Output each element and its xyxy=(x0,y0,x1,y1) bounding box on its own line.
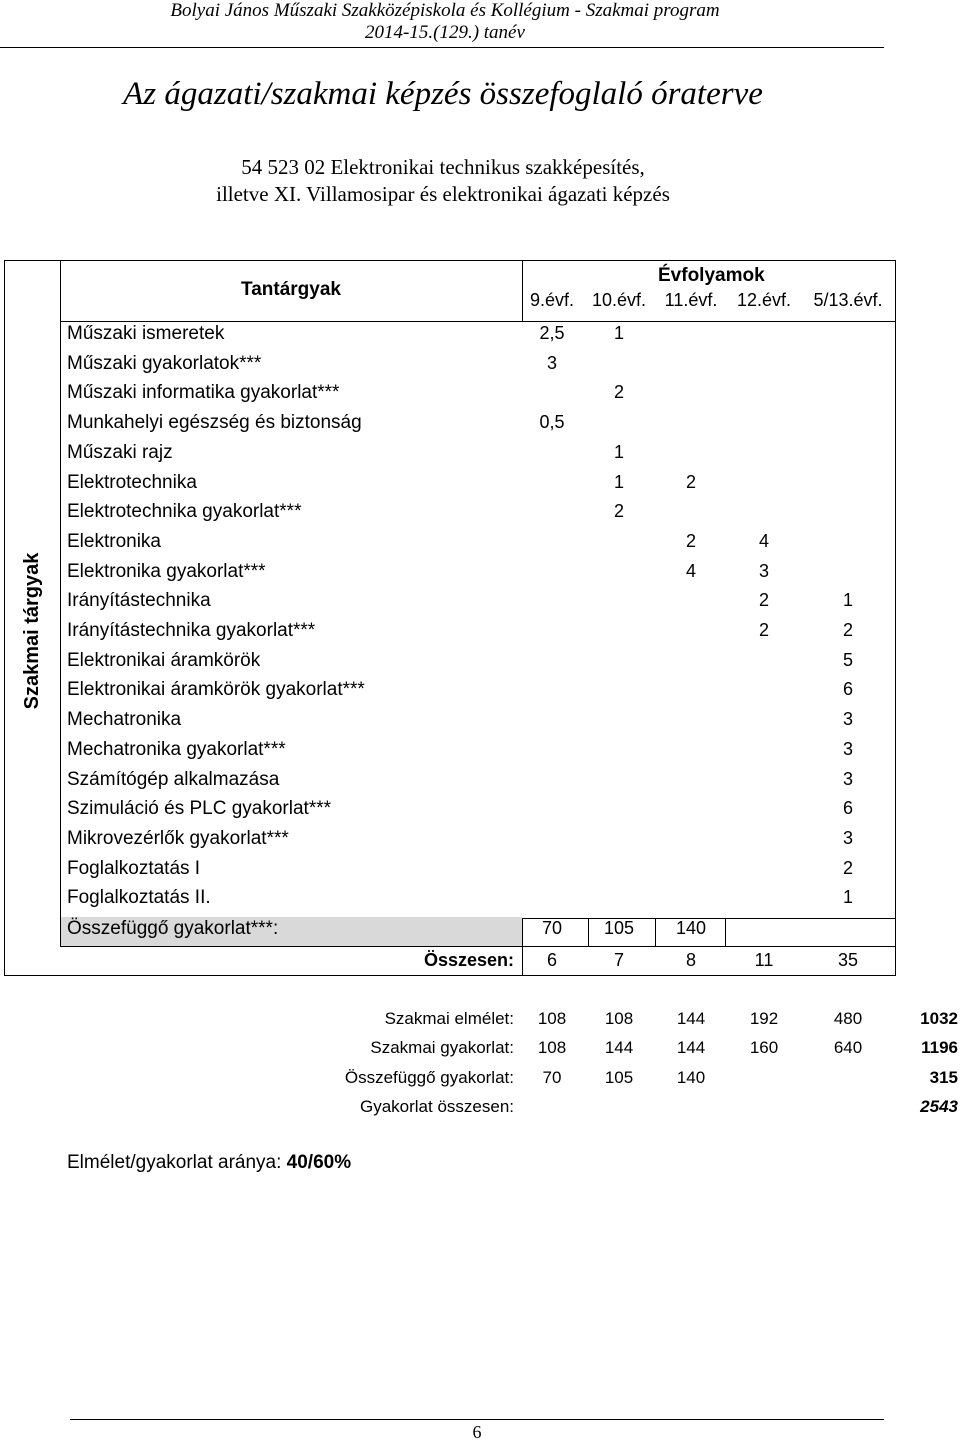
hours-cell: 1 xyxy=(613,471,624,492)
hours-cell: 2 xyxy=(842,857,853,878)
hours-cell: 2 xyxy=(685,471,696,492)
summer-practice-cell: 140 xyxy=(675,918,707,938)
grid-line xyxy=(4,260,896,261)
total-cell: 7 xyxy=(613,950,624,970)
hours-cell: 4 xyxy=(685,560,696,581)
hours-cell: 2 xyxy=(758,620,769,640)
total-cell: 35 xyxy=(837,950,859,970)
grid-line xyxy=(4,975,896,976)
hours-cell: 3 xyxy=(842,738,853,759)
hours-cell: 1 xyxy=(842,887,853,908)
ratio-label: Elmélet/gyakorlat aránya: xyxy=(67,1152,287,1173)
summary-value: 144 xyxy=(676,1009,706,1028)
hours-cell: 3 xyxy=(842,827,853,848)
summer-practice-cell: 105 xyxy=(603,918,635,938)
hours-cell: 2 xyxy=(758,590,769,611)
summary-value: 105 xyxy=(604,1067,634,1087)
hours-cell: 0,5 xyxy=(539,412,565,433)
summary-value: 192 xyxy=(749,1009,779,1028)
subject-name: Mikrovezérlők gyakorlat*** xyxy=(67,827,289,849)
summer-practice-label: Összefüggő gyakorlat***: xyxy=(67,918,279,939)
hours-cell: 2 xyxy=(613,382,624,403)
year-column-header: 5/13.évf. xyxy=(813,290,883,310)
subject-name: Foglalkoztatás II. xyxy=(67,887,211,909)
summary-value: 140 xyxy=(676,1067,706,1087)
subjects-header: Tantárgyak xyxy=(241,279,341,300)
subject-name: Mechatronika gyakorlat*** xyxy=(67,738,286,760)
summary-value: 144 xyxy=(604,1038,634,1058)
total-label: Összesen: xyxy=(423,950,514,970)
subject-name: Műszaki informatika gyakorlat*** xyxy=(67,382,340,404)
hours-cell: 6 xyxy=(842,798,853,819)
summary-value: 480 xyxy=(833,1009,863,1028)
grid-line xyxy=(725,918,726,947)
summary-value: 108 xyxy=(604,1009,634,1028)
hours-cell: 6 xyxy=(842,679,853,700)
hours-cell: 4 xyxy=(758,530,769,551)
summary-value: 144 xyxy=(676,1038,706,1058)
total-cell: 11 xyxy=(754,950,774,970)
grid-line xyxy=(60,321,896,322)
subject-name: Elektronikai áramkörök xyxy=(67,649,261,671)
grid-line xyxy=(895,260,896,976)
grid-line xyxy=(60,946,896,947)
ratio-value: 40/60% xyxy=(286,1152,352,1173)
grid-line xyxy=(655,918,656,947)
page-title: Az ágazati/szakmai képzés összefoglaló óraterve xyxy=(123,76,763,112)
year-column-header: 10.évf. xyxy=(591,290,647,310)
hours-cell: 3 xyxy=(842,768,853,789)
hours-cell: 2 xyxy=(685,530,696,551)
summary-value: 70 xyxy=(542,1067,562,1087)
year-column-header: 11.évf. xyxy=(664,290,718,310)
school-year: 2014-15.(129.) tanév xyxy=(365,22,525,43)
subject-name: Szimuláció és PLC gyakorlat*** xyxy=(67,798,332,820)
total-cell: 6 xyxy=(546,950,557,970)
year-column-header: 9.évf. xyxy=(529,290,575,310)
summary-label: Gyakorlat összesen: xyxy=(359,1096,514,1116)
subject-name: Irányítástechnika gyakorlat*** xyxy=(67,620,316,641)
hours-cell: 2 xyxy=(613,501,624,522)
grid-line xyxy=(60,260,61,947)
subject-name: Elektrotechnika gyakorlat*** xyxy=(67,501,302,523)
hours-cell: 3 xyxy=(546,352,557,373)
subject-name: Foglalkoztatás I xyxy=(67,857,201,879)
summary-value: 108 xyxy=(537,1038,567,1058)
subject-name: Irányítástechnika xyxy=(67,590,211,612)
subject-name: Munkahelyi egészség és biztonság xyxy=(67,412,362,434)
subject-name: Mechatronika xyxy=(67,709,182,731)
summer-practice-cell: 70 xyxy=(541,918,563,938)
subtitle-line-2: illetve XI. Villamosipar és elektronikai ágazati képzés xyxy=(216,182,670,206)
page-number: 6 xyxy=(472,1422,482,1442)
summary-value: 640 xyxy=(833,1038,863,1058)
subject-name: Elektronika gyakorlat*** xyxy=(67,560,266,582)
header-divider xyxy=(0,47,884,48)
subtitle-line-1: 54 523 02 Elektronikai technikus szakképesítés, xyxy=(241,155,645,179)
summary-total: 1196 xyxy=(921,1038,958,1058)
years-header: Évfolyamok xyxy=(658,265,765,286)
subject-name: Elektronikai áramkörök gyakorlat*** xyxy=(67,679,365,701)
subject-name: Elektronika xyxy=(67,530,161,552)
hours-cell: 2 xyxy=(842,620,853,640)
hours-cell: 1 xyxy=(613,323,624,343)
year-column-header: 12.évf. xyxy=(736,290,792,310)
subject-name: Elektrotechnika xyxy=(67,471,197,493)
summary-total: 1032 xyxy=(920,1009,958,1028)
hours-cell: 3 xyxy=(758,560,769,581)
subject-name: Műszaki ismeretek xyxy=(67,323,225,344)
hours-cell: 3 xyxy=(842,709,853,730)
hours-cell: 1 xyxy=(613,441,624,462)
summary-total: 2543 xyxy=(920,1096,958,1116)
hours-cell: 2,5 xyxy=(539,323,565,343)
summary-label: Szakmai gyakorlat: xyxy=(370,1038,514,1058)
summary-total: 315 xyxy=(929,1067,958,1087)
hours-cell: 5 xyxy=(842,649,853,670)
grid-line xyxy=(4,260,5,976)
summary-value: 108 xyxy=(537,1009,567,1028)
hours-cell: 1 xyxy=(842,590,853,611)
summary-label: Összefüggő gyakorlat: xyxy=(344,1067,514,1087)
footer-divider xyxy=(70,1419,884,1420)
subject-name: Számítógép alkalmazása xyxy=(67,768,280,790)
total-cell: 8 xyxy=(685,950,696,970)
school-header: Bolyai János Műszaki Szakközépiskola és Kollégium - Szakmai program xyxy=(170,0,720,21)
summary-value: 160 xyxy=(749,1038,779,1058)
subject-name: Műszaki gyakorlatok*** xyxy=(67,352,262,374)
summary-label: Szakmai elmélet: xyxy=(384,1009,514,1028)
ratio-line xyxy=(67,1152,351,1174)
subject-name: Műszaki rajz xyxy=(67,441,173,463)
side-label: Szakmai tárgyak xyxy=(21,552,43,710)
